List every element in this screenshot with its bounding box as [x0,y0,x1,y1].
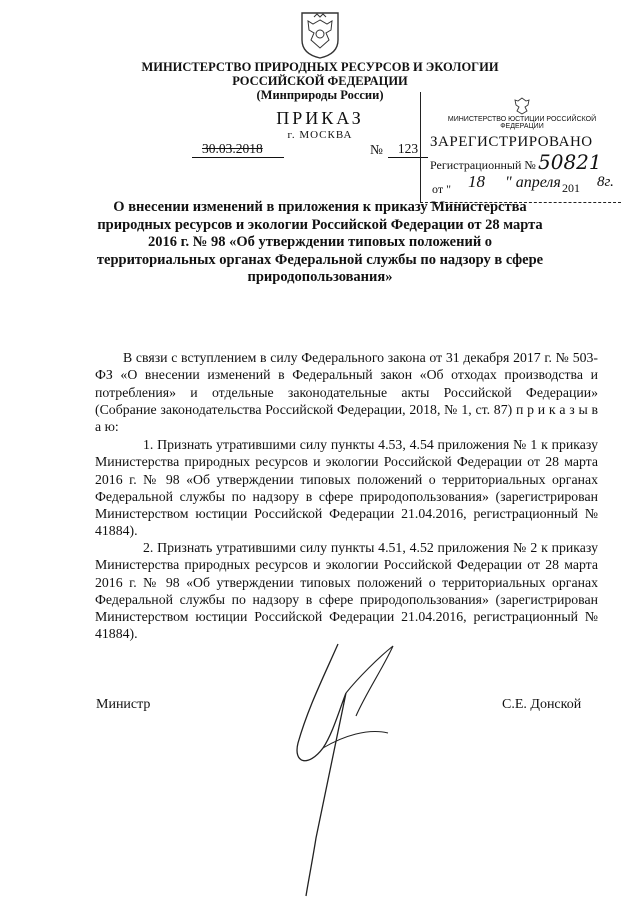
document-type: ПРИКАЗ [276,108,364,128]
ministry-name-line1: МИНИСТЕРСТВО ПРИРОДНЫХ РЕСУРСОВ И ЭКОЛОГИИ [141,60,499,74]
stamp-date-label: от " [432,182,451,196]
stamp-reg-number: 50821 [538,150,602,174]
stamp-year-suffix: 8г. [597,174,614,190]
stamp-reg-number-label: Регистрационный № [430,158,536,172]
clause-1: 1. Признать утратившими силу пункты 4.53, 4.54 приложения № 1 к приказу Министерства природных ресурсов и экологии Российской Федерации от 28 марта 2016 г. № 98 «Об утверждении типовых положений о территориальных органах Федеральной службы по надзору в сфере природопользования» (зарегистрирован Министерством юстиции Российской Федерации 21.04.2016, регистрационный № 41884). [95,437,598,539]
city: г. МОСКВА [287,129,353,141]
stamp-month: " апреля [505,174,561,191]
stamp-day: 18 [468,172,485,191]
stamp-status: ЗАРЕГИСТРИРОВАНО [430,134,593,150]
order-number-label: № [370,142,383,157]
coat-of-arms-icon [298,10,342,60]
signer-role: Министр [96,697,151,712]
order-title: О внесении изменений в приложения к приказу Министерства природных ресурсов и экологии Российской Федерации от 28 марта 2016 г. № 98 «Об утверждении типовых положений о территориальных органах Федеральной службы по надзору в сфере природопользования» [96,199,544,285]
stamp-year-prefix: 201 [562,181,580,195]
ministry-name-line2: РОССИЙСКОЙ ФЕДЕРАЦИИ [232,74,408,88]
order-date: 30.03.2018 [192,141,284,158]
order-number: 123 [388,141,428,158]
ministry-short-name: (Минприроды России) [256,88,384,102]
stamp-emblem-icon [512,96,532,116]
stamp-organization: МИНИСТЕРСТВО ЮСТИЦИИ РОССИЙСКОЙ ФЕДЕРАЦИИ [447,116,597,130]
preamble-paragraph: В связи с вступлением в силу Федерального закона от 31 декабря 2017 г. № 503-ФЗ «О внесении изменений в Федеральный закон «Об отходах производства и потребления» и отдельные законодательные акты Российской Федерации» (Собрание законодательства Российской Федерации, 2018, № 1, ст. 87) п р и к а з ы в а ю: [95,350,598,435]
handwritten-signature-icon [268,638,418,898]
signer-name: С.Е. Донской [502,697,582,712]
clause-2: 2. Признать утратившими силу пункты 4.51, 4.52 приложения № 2 к приказу Министерства природных ресурсов и экологии Российской Федерации от 28 марта 2016 г. № 98 «Об утверждении типовых положений о территориальных органах Федеральной службы по надзору в сфере природопользования» (зарегистрирован Министерством юстиции Российской Федерации 21.04.2016, регистрационный № 41884). [95,540,598,642]
